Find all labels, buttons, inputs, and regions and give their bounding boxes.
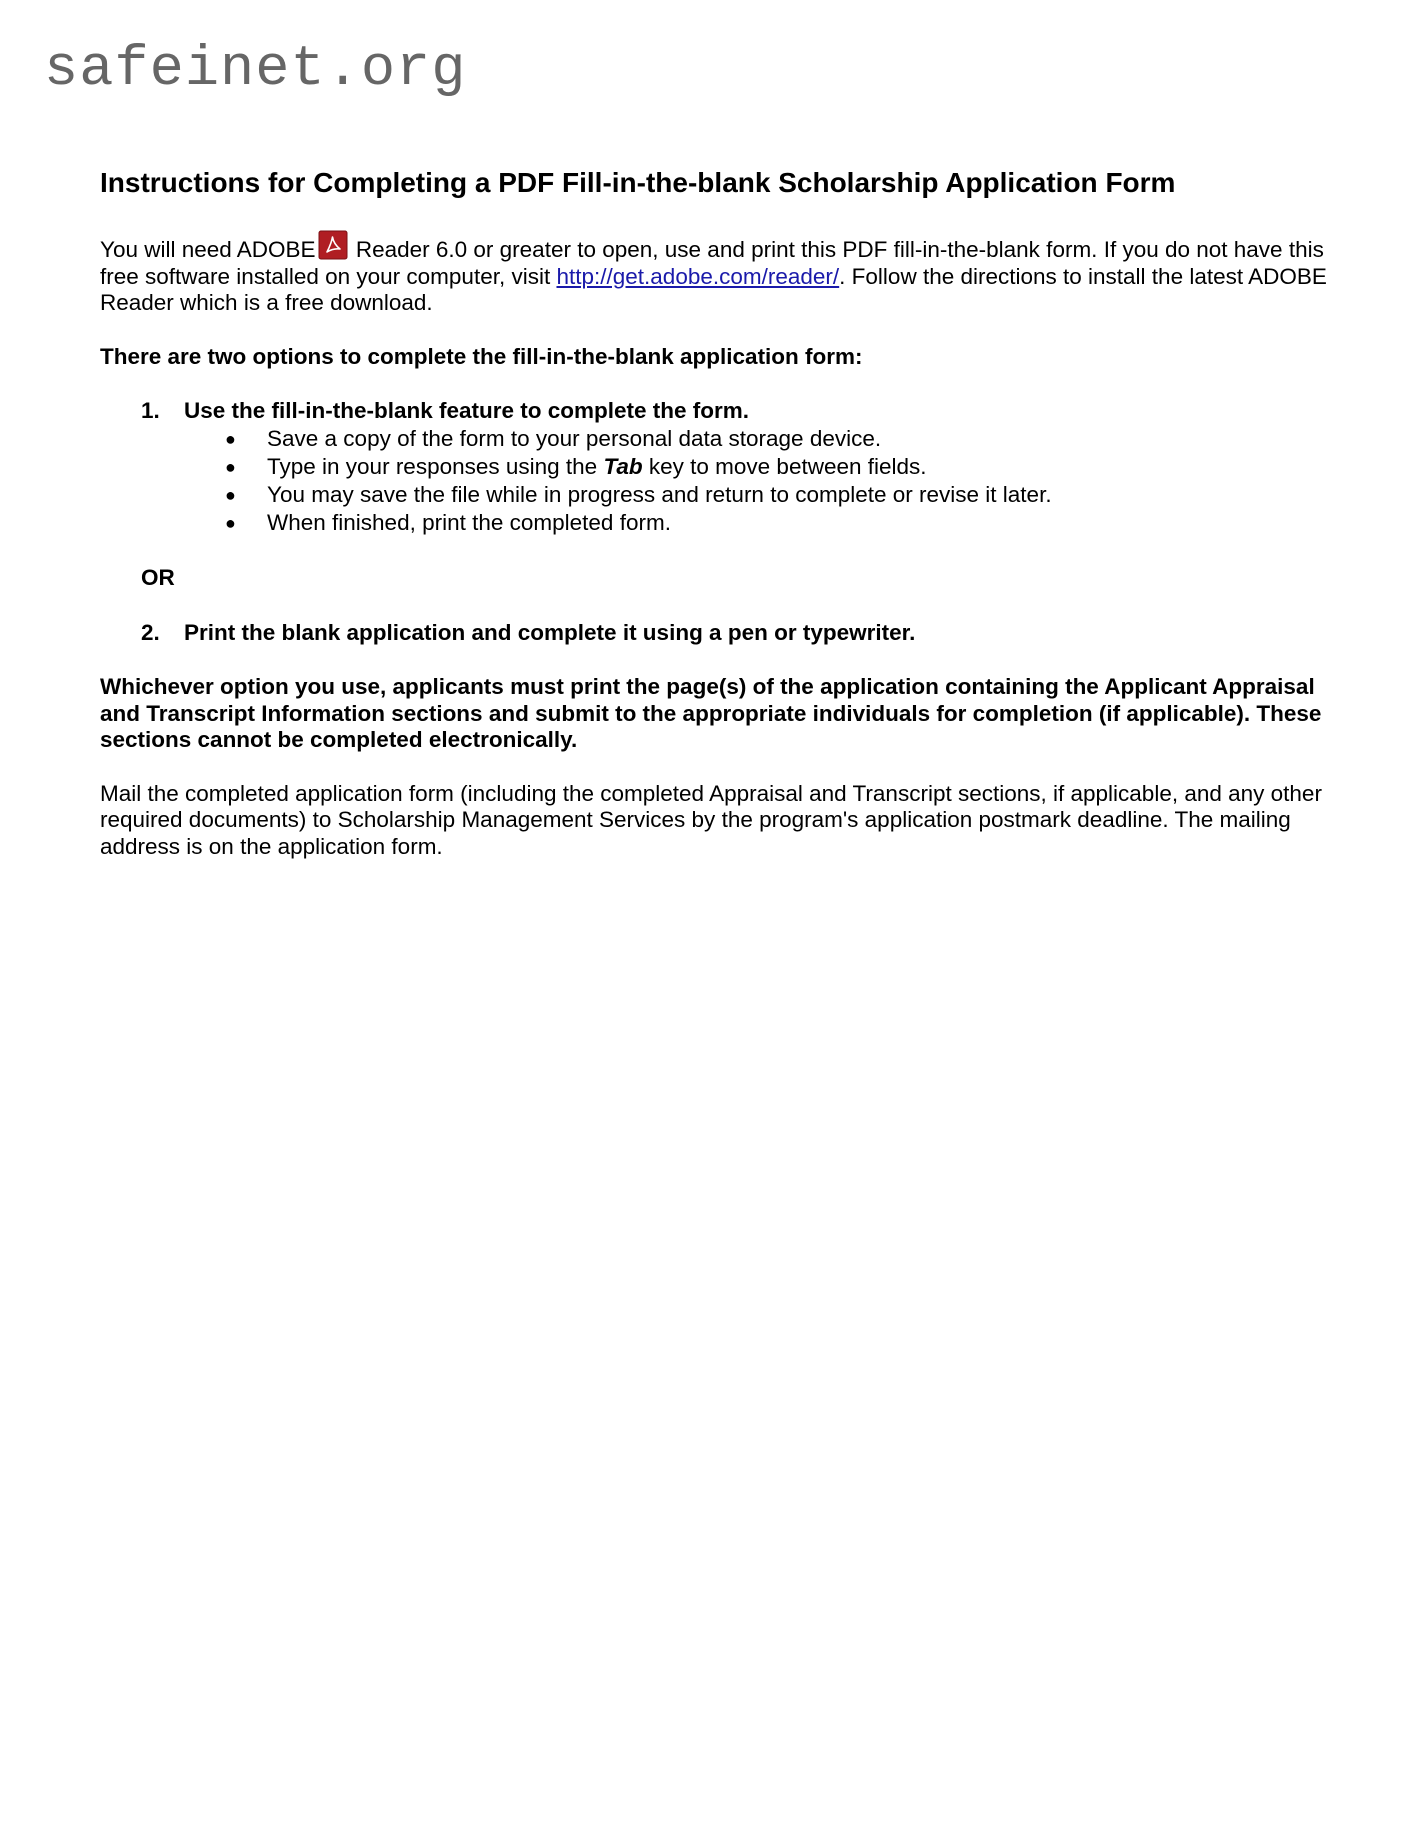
options-heading: There are two options to complete the fill-in-the-blank application form: (100, 343, 863, 369)
bullet-dot-icon: ● (225, 485, 236, 505)
mail-paragraph: Mail the completed application form (including the completed Appraisal and Transcript sections, if applicable, and any other required documents) to Scholarship Management Services by the program's application postmark deadline. The mailing address is on the application form. (100, 780, 1322, 859)
option-2 (141, 619, 1330, 647)
intro-paragraph (100, 230, 1330, 317)
bullet-text (267, 453, 927, 481)
option-2-number: 2. (141, 620, 160, 645)
option-2-label: Print the blank application and complete it using a pen or typewriter. (184, 620, 916, 645)
tab-key-emphasis: Tab (603, 454, 643, 479)
option-1-label: Use the fill-in-the-blank feature to complete the form. (184, 398, 750, 423)
bullet-dot-icon: ● (225, 513, 236, 533)
option-1 (141, 397, 1330, 425)
bullet-text: Save a copy of the form to your personal data storage device. (267, 426, 882, 451)
bullet-text: You may save the file while in progress and return to complete or revise it later. (267, 482, 1052, 507)
bullet-text: When finished, print the completed form. (267, 510, 671, 535)
option-1-number: 1. (141, 398, 160, 423)
intro-text-end: . Follow the directions to install the latest ADOBE Reader which is a free download. (100, 263, 1327, 315)
watermark-text: safeinet.org (44, 38, 467, 102)
document-body (100, 165, 1330, 860)
bullet-dot-icon: ● (225, 457, 236, 477)
list-item (225, 481, 1330, 509)
list-item (225, 509, 1330, 537)
whichever-paragraph: Whichever option you use, applicants must print the page(s) of the application containing the Applicant Appraisal and Transcript Information sections and submit to the appropriate individuals for completion (if applicable). These sections cannot be completed electronically. (100, 674, 1322, 752)
list-item (225, 453, 1330, 481)
intro-text-start: You will need ADOBE (100, 237, 316, 262)
page-title: Instructions for Completing a PDF Fill-in-the-blank Scholarship Application Form (100, 167, 1176, 198)
intro-text-middle: Reader 6.0 or greater to open, use and print this PDF fill-in-the-blank form. If you do not have this free software installed on your computer, visit (100, 237, 1324, 289)
list-item (225, 425, 1330, 453)
adobe-reader-link[interactable]: http://get.adobe.com/reader/ (556, 263, 840, 289)
bullet-text-before: Type in your responses using the (267, 454, 604, 479)
bullet-dot-icon: ● (225, 429, 236, 449)
or-label: OR (141, 565, 175, 590)
adobe-pdf-icon (318, 230, 348, 260)
option-1-bullet-list (225, 425, 1330, 537)
bullet-text-after: key to move between fields. (642, 454, 927, 479)
